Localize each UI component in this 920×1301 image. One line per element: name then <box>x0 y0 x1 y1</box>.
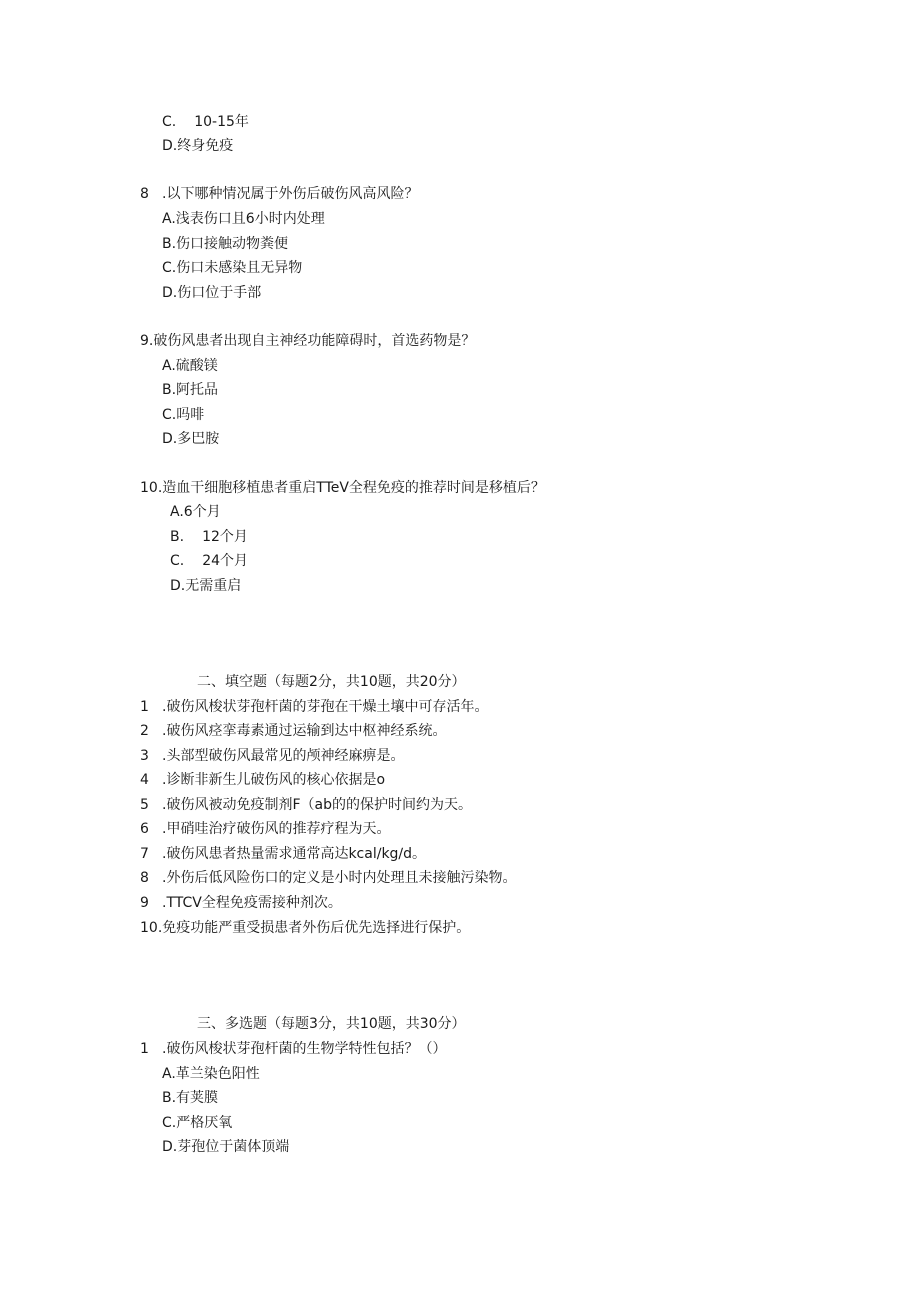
option-letter: C. <box>162 114 177 130</box>
section3-title: 三、多选题（每题3分，共10题，共30分） <box>197 1016 466 1032</box>
item-text: .诊断非新生儿破伤风的核心依据是o <box>162 772 386 788</box>
item-text: .破伤风梭状芽孢杆菌的芽孢在干燥土壤中可存活年。 <box>162 699 489 715</box>
q9-option-c: C.吗啡 <box>162 407 205 423</box>
q10-option-c <box>170 552 248 570</box>
mc-q1-option-d: D.芽孢位于菌体顶端 <box>162 1139 290 1155</box>
q9-option-a: A.硫酸镁 <box>162 358 218 374</box>
fill-item-10: 10.免疫功能严重受损患者外伤后优先选择进行保护。 <box>140 920 471 936</box>
item-number: 1 <box>140 699 149 715</box>
q7-option-c <box>162 113 249 131</box>
item-text: .TTCV全程免疫需接种剂次。 <box>162 895 342 911</box>
q10-option-b <box>170 528 248 546</box>
fill-item-4 <box>140 771 385 789</box>
q8-option-c: C.伤口未感染且无异物 <box>162 260 303 276</box>
q10-question: 10.造血干细胞移植患者重启TTeV全程免疫的推荐时间是移植后？ <box>140 480 545 496</box>
item-number: 6 <box>140 821 149 837</box>
mc-q1-option-a: A.革兰染色阳性 <box>162 1066 260 1082</box>
mc-q1-option-b: B.有荚膜 <box>162 1090 219 1106</box>
question-text: .以下哪种情况属于外伤后破伤风高风险？ <box>162 186 419 202</box>
item-text: .破伤风被动免疫制剂F（ab的的保护时间约为天。 <box>162 797 472 813</box>
item-number: 5 <box>140 797 149 813</box>
q10-option-a: A.6个月 <box>170 504 221 520</box>
fill-item-1 <box>140 698 488 716</box>
mc-q1-question <box>140 1040 446 1058</box>
q9-option-d: D.多巴胺 <box>162 431 220 447</box>
item-text: .破伤风痉挛毒素通过运输到达中枢神经系统。 <box>162 723 447 739</box>
section2-title: 二、填空题（每题2分，共10题，共20分） <box>197 674 466 690</box>
option-text: 24个月 <box>202 553 249 569</box>
question-number: 1 <box>140 1041 149 1057</box>
fill-item-8 <box>140 869 516 887</box>
fill-item-3 <box>140 747 404 765</box>
q8-option-a: A.浅表伤口且6小时内处理 <box>162 211 325 227</box>
item-number: 9 <box>140 895 149 911</box>
q8-option-b: B.伤口接触动物粪便 <box>162 236 289 252</box>
item-number: 7 <box>140 846 149 862</box>
q7-option-d: D.终身免疫 <box>162 138 234 154</box>
option-letter: C. <box>170 553 185 569</box>
question-number: 8 <box>140 186 149 202</box>
item-number: 2 <box>140 723 149 739</box>
option-letter: B. <box>170 529 185 545</box>
item-text: .破伤风患者热量需求通常高达kcal∕kg∕d。 <box>162 846 427 862</box>
fill-item-2 <box>140 722 446 740</box>
item-number: 4 <box>140 772 149 788</box>
item-text: .头部型破伤风最常见的颅神经麻痹是。 <box>162 748 405 764</box>
q8-option-d: D.伤口位于手部 <box>162 285 262 301</box>
fill-item-6 <box>140 820 390 838</box>
item-number: 3 <box>140 748 149 764</box>
question-text: .破伤风梭状芽孢杆菌的生物学特性包括？（） <box>162 1041 447 1057</box>
fill-item-7 <box>140 845 426 863</box>
item-text: .甲硝哇治疗破伤风的推荐疗程为天。 <box>162 821 391 837</box>
mc-q1-option-c: C.严格厌氧 <box>162 1115 233 1131</box>
option-text: 10-15年 <box>194 114 249 130</box>
q8-question <box>140 185 418 203</box>
fill-item-9 <box>140 894 342 912</box>
q10-option-d: D.无需重启 <box>170 578 242 594</box>
q9-question: 9.破伤风患者出现自主神经功能障碍时，首选药物是？ <box>140 333 476 349</box>
item-number: 8 <box>140 870 149 886</box>
q9-option-b: B.阿托品 <box>162 382 219 398</box>
option-text: 12个月 <box>202 529 248 545</box>
item-text: .外伤后低风险伤口的定义是小时内处理且未接触污染物。 <box>162 870 517 886</box>
fill-item-5 <box>140 796 472 814</box>
